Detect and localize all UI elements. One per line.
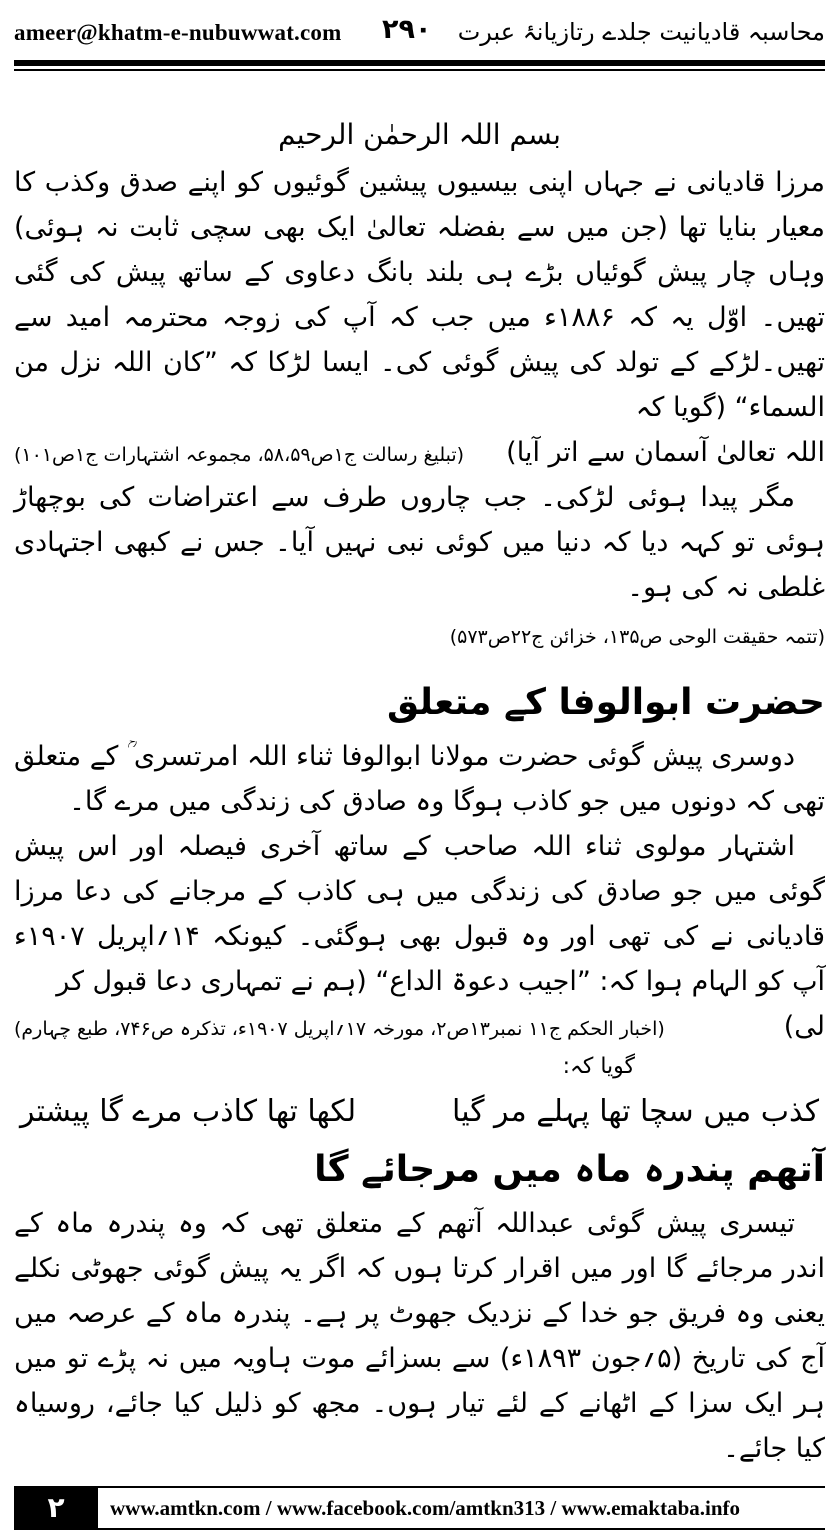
paragraph-third-prophecy: تیسری پیش گوئی عبداللہ آتھم کے متعلق تھی کہ وہ پندرہ ماہ کے اندر مرجائے گا اور میں اقرار کرتا ہوں کہ اگر یہ پیش گوئی جھوٹی نکلے یعنی وہ فریق جو خدا کے نزدیک جھوٹ پر ہے۔ پندرہ ماہ کے عرصہ میں آج کی تاریخ (۵؍جون ۱۸۹۳ء) سے بسزائے موت ہاویہ میں نہ پڑے تو میں ہر ایک سزا کے اٹھانے کے لئے تیار ہوں۔ مجھ کو ذلیل کیا جائے، روسیاہ کیا جائے۔ bbox=[14, 1208, 826, 1464]
reference-row-1 bbox=[14, 430, 825, 475]
couplet bbox=[14, 1085, 825, 1139]
header-rule-thick bbox=[14, 60, 825, 66]
reference-row-2 bbox=[14, 1004, 825, 1049]
reference-citation: (تتمہ حقیقت الوحی ص۱۳۵، خزائن ج۲۲ص۵۷۳) bbox=[449, 626, 825, 648]
paragraph-girl-born: مگر پیدا ہوئی لڑکی۔ جب چاروں طرف سے اعتراضات کی بوچھاڑ ہوئی تو کہہ دیا کہ دنیا میں کوئی نبی نہیں آیا۔ جس نے کبھی اجتہادی غلطی نہ کی ہو۔ bbox=[14, 482, 825, 603]
couplet-left-hemistich: لکھا تھا کاذب مرے گا پیشتر bbox=[20, 1094, 357, 1129]
footer-page-number: ۲ bbox=[14, 1486, 98, 1530]
couplet-intro: گویا کہ: bbox=[562, 1054, 635, 1079]
book-title: محاسبہ قادیانیت جلدے رتازیانۂ عبرت bbox=[457, 18, 825, 46]
couplet-right-hemistich: کذب میں سچا تھا پہلے مر گیا bbox=[452, 1094, 819, 1129]
header-rule-thin bbox=[14, 69, 825, 71]
basmala: بسم اللہ الرحمٰن الرحیم bbox=[278, 118, 561, 151]
footer-rule bbox=[98, 1528, 825, 1530]
page-footer bbox=[0, 1478, 839, 1539]
paragraph-announcement: اشتہار مولوی ثناء اللہ صاحب کے ساتھ آخری فیصلہ اور اس پیش گوئی میں جو صادق کی زندگی میں ہی کاذب کے مرجانے کی دعا مرزا قادیانی نے کی تھی اور وہ قبول بھی ہوگئی۔ کیونکہ ۱۴؍اپریل ۱۹۰۷ء آپ کو الہام ہوا کہ: ”اجیب دعوۃ الداع“ (ہم نے تمہاری دعا قبول کر bbox=[14, 831, 825, 997]
paragraph-second-prophecy: دوسری پیش گوئی حضرت مولانا ابوالوفا ثناء اللہ امرتسری ؒ کے متعلق تھی کہ دونوں میں جو کاذب ہوگا وہ صادق کی زندگی میں مرے گا۔ bbox=[14, 741, 825, 817]
footer-links[interactable]: www.amtkn.com / www.facebook.com/amtkn313 / www.emaktaba.info bbox=[110, 1496, 740, 1520]
page-header bbox=[0, 0, 839, 64]
footer-rule bbox=[98, 1486, 825, 1488]
header-email[interactable]: ameer@khatm-e-nubuwwat.com bbox=[14, 20, 342, 45]
paragraph-last-word: لی) bbox=[783, 1011, 825, 1042]
reference-citation: (اخبار الحکم ج۱۱ نمبر۱۳ص۲، مورخہ ۱۷؍اپریل ۱۹۰۷ء، تذکرہ ص۷۴۶، طبع چہارم) bbox=[14, 1018, 665, 1040]
intro-paragraph: مرزا قادیانی نے جہاں اپنی بیسیوں پیشین گوئیوں کو اپنے صدق وکذب کا معیار بنایا تھا (جن میں سے بفضلہ تعالیٰ ایک بھی سچی ثابت نہ ہوئی) وہاں چار پیش گوئیاں بڑے ہی بلند بانگ دعاوی کے ساتھ پیش کی گئی تھیں۔ اوّل یہ کہ ۱۸۸۶ء میں جب کہ آپ کی زوجہ محترمہ امید سے تھیں۔لڑکے کے تولد کی پیش گوئی کی۔ ایسا لڑکا کہ ”کان اللہ نزل من السماء“ (گویا کہ bbox=[14, 167, 825, 423]
page-number: ۲۹۰ bbox=[382, 14, 432, 45]
page-body bbox=[14, 110, 825, 1471]
section-heading: حضرت ابوالوفا کے متعلق bbox=[386, 682, 825, 723]
reference-citation: (تبلیغ رسالت ج۱ص۵۸،۵۹، مجموعہ اشتہارات ج۱ص۱۰۱) bbox=[14, 444, 465, 466]
paragraph-last-line: اللہ تعالیٰ آسمان سے اتر آیا) bbox=[506, 437, 825, 468]
section-heading: آتھم پندرہ ماہ میں مرجائے گا bbox=[314, 1149, 825, 1190]
